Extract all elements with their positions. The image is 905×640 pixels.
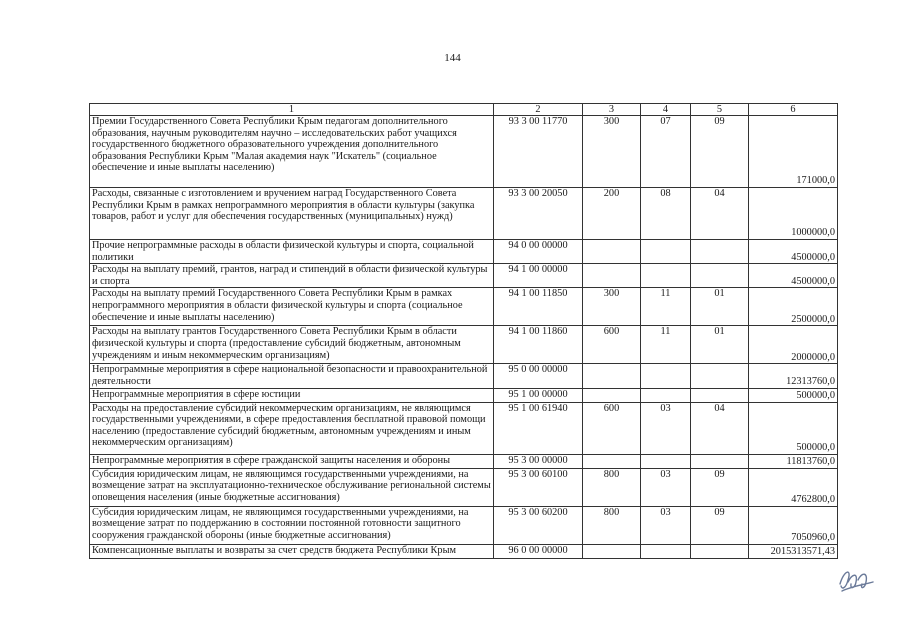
row-section [641, 264, 691, 288]
row-description: Компенсационные выплаты и возвраты за счет средств бюджета Республики Крым [90, 544, 494, 558]
row-expense-type: 800 [583, 506, 641, 544]
column-header: 2 [494, 104, 583, 116]
row-expense-type [583, 454, 641, 468]
row-subsection: 01 [691, 326, 749, 364]
row-section: 03 [641, 506, 691, 544]
row-expense-type: 600 [583, 326, 641, 364]
row-section [641, 388, 691, 402]
row-amount: 12313760,0 [749, 364, 838, 388]
row-section: 11 [641, 288, 691, 326]
row-code: 95 3 00 00000 [494, 454, 583, 468]
row-code: 94 1 00 11860 [494, 326, 583, 364]
row-section: 11 [641, 326, 691, 364]
table-row [90, 364, 838, 388]
table-row [90, 506, 838, 544]
row-code: 95 1 00 61940 [494, 402, 583, 454]
row-expense-type: 600 [583, 402, 641, 454]
row-code: 95 3 00 60200 [494, 506, 583, 544]
column-header: 3 [583, 104, 641, 116]
row-description: Премии Государственного Совета Республики Крым педагогам дополнительного образования, научным руководителям научно – исследовательских работ учащихся государственного бюджетного образовательного учреждения дополнительного образования Республики Крым "Малая академия наук "Искатель" (социальное обеспечение и иные выплаты населению) [90, 116, 494, 188]
row-subsection: 04 [691, 402, 749, 454]
row-amount: 171000,0 [749, 116, 838, 188]
row-description: Непрограммные мероприятия в сфере национальной безопасности и правоохранительной деятельности [90, 364, 494, 388]
row-subsection [691, 364, 749, 388]
table-row [90, 188, 838, 240]
row-amount: 2000000,0 [749, 326, 838, 364]
row-expense-type: 800 [583, 468, 641, 506]
row-description: Расходы на выплату премий Государственного Совета Республики Крым в рамках непрограммного мероприятия в области физической культуры и спорта (социальное обеспечение и иные выплаты населению) [90, 288, 494, 326]
table-row [90, 402, 838, 454]
row-section [641, 240, 691, 264]
row-code: 94 1 00 11850 [494, 288, 583, 326]
table-row [90, 454, 838, 468]
row-subsection [691, 544, 749, 558]
row-section: 07 [641, 116, 691, 188]
page-number: 144 [444, 52, 461, 64]
row-subsection [691, 388, 749, 402]
handwritten-signature [836, 560, 876, 594]
row-description: Расходы на предоставление субсидий некоммерческим организациям, не являющимся государственными учреждениями, в сфере предоставления бесплатной правовой помощи населению (предоставление субсидий бюджетным, автономным учреждениям и иным некоммерческим организациям) [90, 402, 494, 454]
budget-table-body [90, 104, 838, 559]
column-header: 1 [90, 104, 494, 116]
row-expense-type [583, 264, 641, 288]
row-expense-type [583, 240, 641, 264]
table-row [90, 326, 838, 364]
row-subsection [691, 454, 749, 468]
row-amount: 500000,0 [749, 402, 838, 454]
row-section: 03 [641, 468, 691, 506]
row-expense-type [583, 544, 641, 558]
row-description: Субсидия юридическим лицам, не являющимся государственными учреждениями, на возмещение затрат по поддержанию в состоянии постоянной готовности защитного сооружения гражданской обороны (иные бюджетные ассигнования) [90, 506, 494, 544]
row-expense-type: 300 [583, 116, 641, 188]
row-description: Расходы, связанные с изготовлением и вручением наград Государственного Совета Республики Крым в рамках непрограммного мероприятия в области культуры (закупка товаров, работ и услуг для обеспечения государственных (муниципальных) нужд) [90, 188, 494, 240]
row-code: 94 0 00 00000 [494, 240, 583, 264]
row-amount: 500000,0 [749, 388, 838, 402]
row-amount: 2500000,0 [749, 288, 838, 326]
row-code: 96 0 00 00000 [494, 544, 583, 558]
table-row [90, 288, 838, 326]
row-code: 95 3 00 60100 [494, 468, 583, 506]
row-section [641, 364, 691, 388]
row-code: 93 3 00 11770 [494, 116, 583, 188]
row-description: Расходы на выплату грантов Государственного Совета Республики Крым в области физической культуры и спорта (предоставление субсидий бюджетным, автономным учреждениям и иным некоммерческим организациям) [90, 326, 494, 364]
table-row [90, 264, 838, 288]
budget-table [89, 103, 838, 559]
row-expense-type [583, 364, 641, 388]
row-section [641, 544, 691, 558]
row-code: 95 0 00 00000 [494, 364, 583, 388]
row-code: 93 3 00 20050 [494, 188, 583, 240]
row-code: 95 1 00 00000 [494, 388, 583, 402]
row-subsection [691, 264, 749, 288]
row-amount: 4500000,0 [749, 264, 838, 288]
row-subsection: 01 [691, 288, 749, 326]
row-description: Прочие непрограммные расходы в области физической культуры и спорта, социальной политики [90, 240, 494, 264]
row-section [641, 454, 691, 468]
column-header: 6 [749, 104, 838, 116]
row-expense-type: 200 [583, 188, 641, 240]
row-amount: 7050960,0 [749, 506, 838, 544]
row-subsection: 09 [691, 116, 749, 188]
table-row [90, 544, 838, 558]
row-expense-type: 300 [583, 288, 641, 326]
row-amount: 4762800,0 [749, 468, 838, 506]
row-expense-type [583, 388, 641, 402]
row-subsection: 09 [691, 468, 749, 506]
row-subsection [691, 240, 749, 264]
row-description: Непрограммные мероприятия в сфере гражданской защиты населения и обороны [90, 454, 494, 468]
row-section: 03 [641, 402, 691, 454]
row-amount: 1000000,0 [749, 188, 838, 240]
table-header-row [90, 104, 838, 116]
row-description: Непрограммные мероприятия в сфере юстиции [90, 388, 494, 402]
row-subsection: 04 [691, 188, 749, 240]
table-row [90, 388, 838, 402]
row-description: Расходы на выплату премий, грантов, наград и стипендий в области физической культуры и спорта [90, 264, 494, 288]
row-description: Субсидия юридическим лицам, не являющимся государственными учреждениями, на возмещение затрат на эксплуатационно-техническое обслуживание региональной системы оповещения населения (иные бюджетные ассигнования) [90, 468, 494, 506]
row-section: 08 [641, 188, 691, 240]
table-row [90, 116, 838, 188]
row-amount: 11813760,0 [749, 454, 838, 468]
row-subsection: 09 [691, 506, 749, 544]
table-row [90, 468, 838, 506]
column-header: 5 [691, 104, 749, 116]
row-code: 94 1 00 00000 [494, 264, 583, 288]
row-amount: 2015313571,43 [749, 544, 838, 558]
table-row [90, 240, 838, 264]
row-amount: 4500000,0 [749, 240, 838, 264]
column-header: 4 [641, 104, 691, 116]
